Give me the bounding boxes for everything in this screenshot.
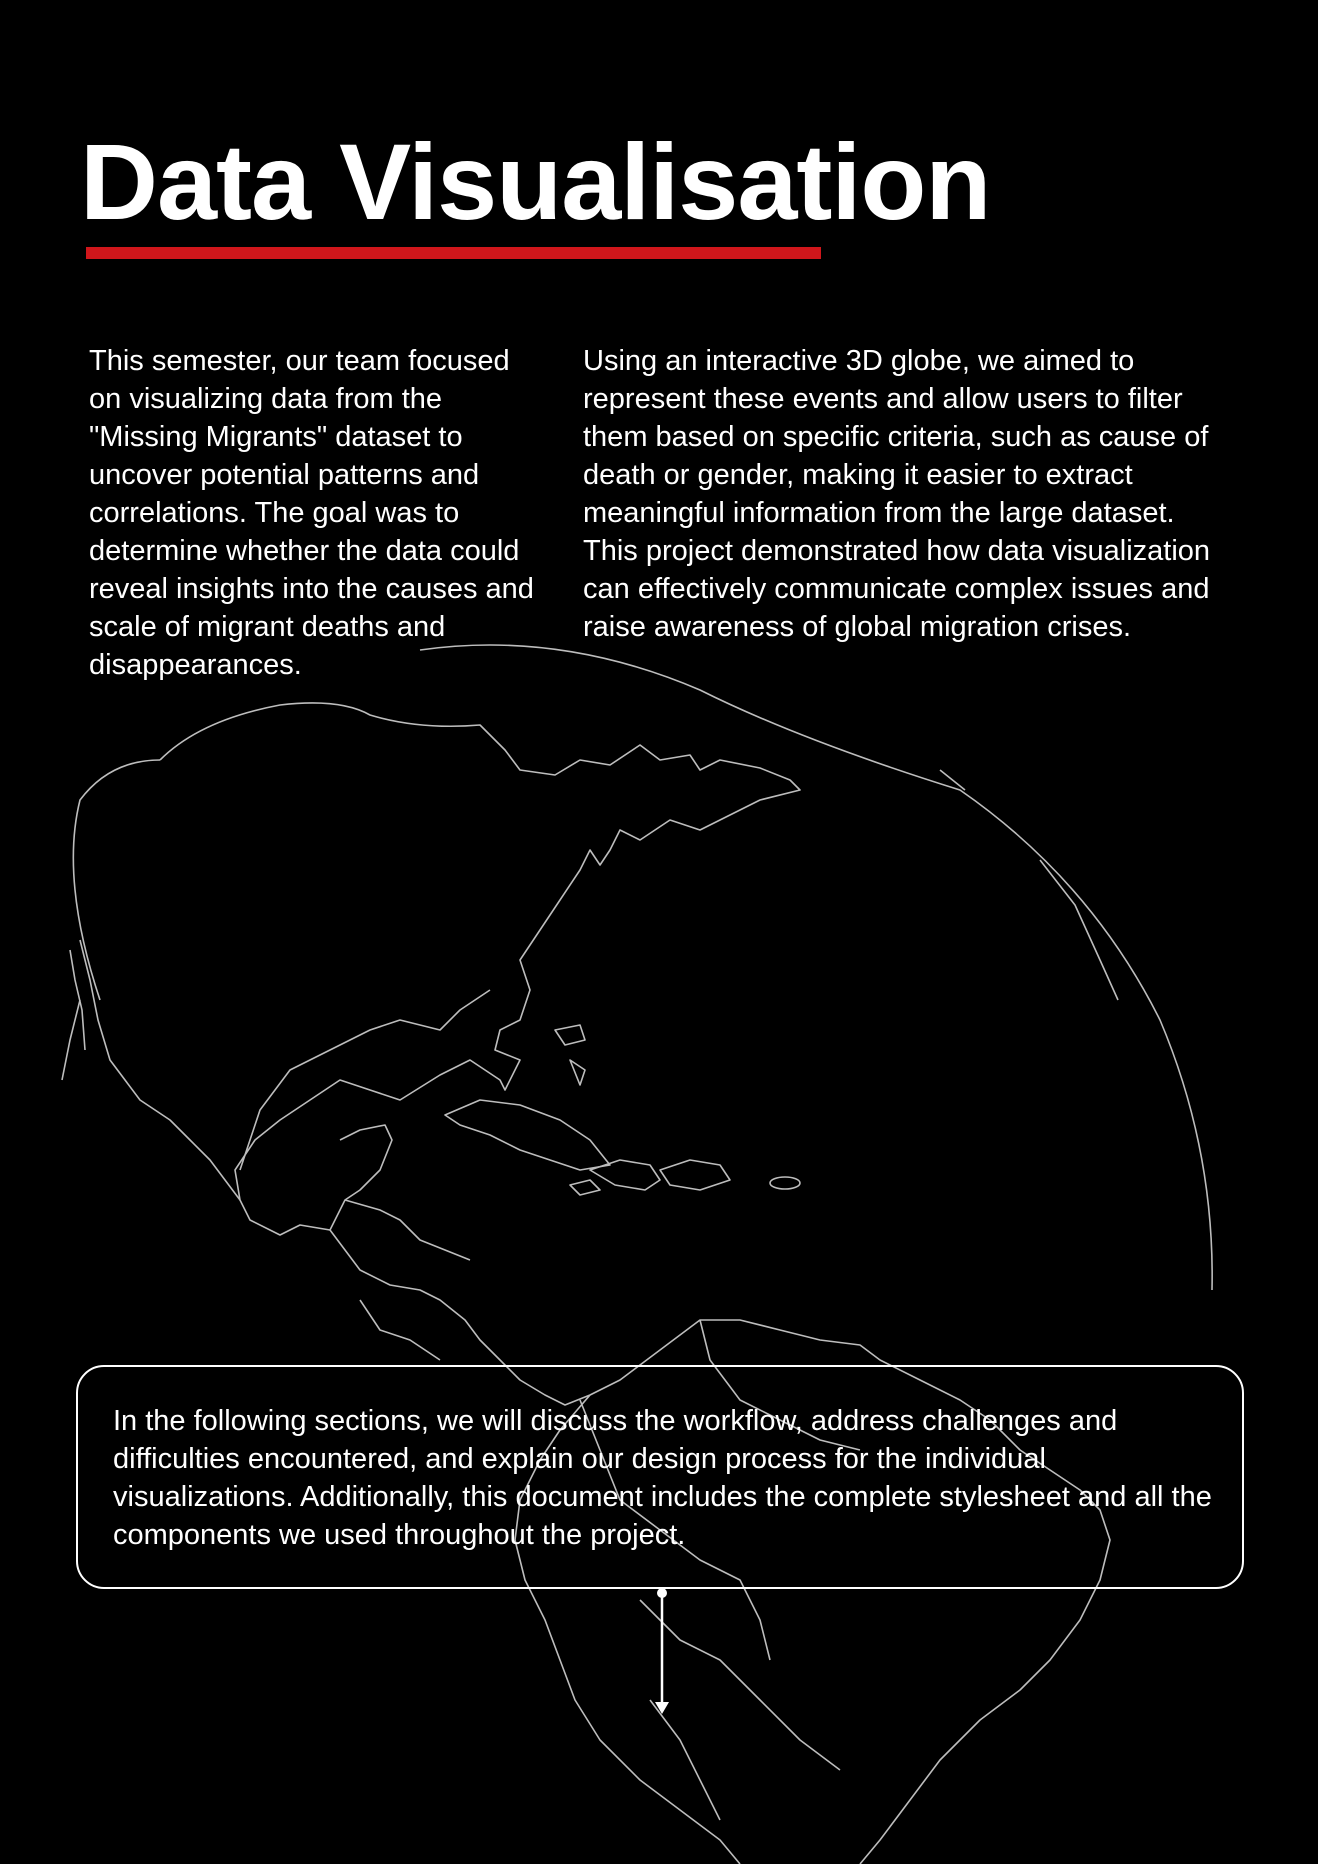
callout-box: [76, 1365, 1244, 1589]
arrow-down-icon: [650, 1584, 674, 1716]
intro-left-paragraph: This semester, our team focused on visualizing data from the "Missing Migrants" dataset to uncover potential patterns and correlations. The goal was to determine whether the data could reveal insights into the causes and scale of migrant deaths and disappearances.: [89, 345, 534, 681]
callout-text: In the following sections, we will discuss the workflow, address challenges and difficulties encountered, and explain our design process for the individual visualizations. Additionally, this document includes the complete stylesheet and all the components we used throughout the project.: [113, 1405, 1212, 1551]
title-underline: [86, 247, 821, 259]
page-title: Data Visualisation: [80, 121, 991, 242]
intro-right-paragraph: Using an interactive 3D globe, we aimed to represent these events and allow users to filter them based on specific criteria, such as cause of death or gender, making it easier to extract meaningful information from the large dataset. This project demonstrated how data visualization can effectively communicate complex issues and raise awareness of global migration crises.: [583, 345, 1211, 643]
